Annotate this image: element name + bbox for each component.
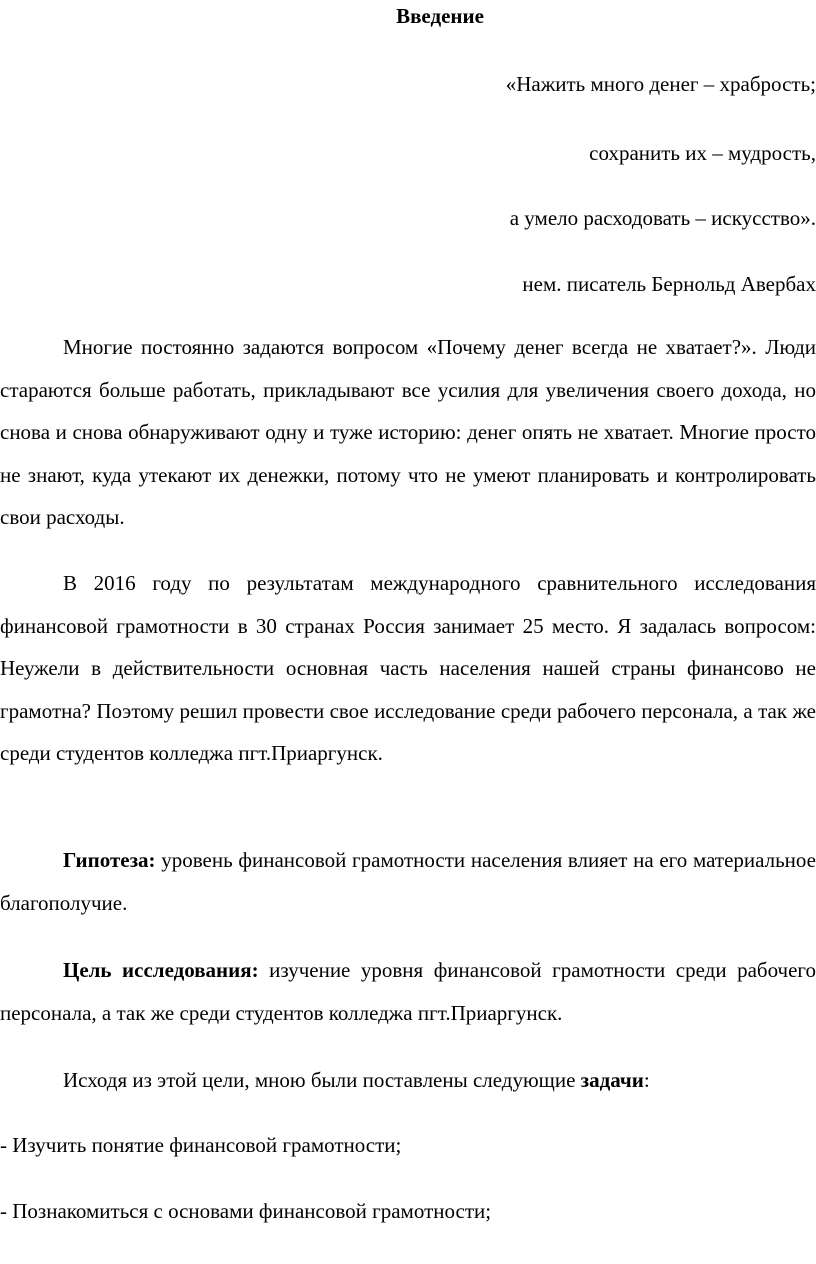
- tasks-intro: [0, 1059, 816, 1102]
- goal-label: Цель исследования:: [63, 958, 259, 982]
- epigraph-line-2: сохранить их – мудрость,: [589, 141, 816, 165]
- task-item-2: - Познакомиться с основами финансовой грамотности;: [0, 1199, 492, 1223]
- tasks-intro-colon: :: [643, 1068, 650, 1092]
- paragraph-1: Многие постоянно задаются вопросом «Почему денег всегда не хватает?». Люди стараются больше работать, прикладывают все усилия для увеличения своего дохода, но снова и снова обнаруживают одну и туже историю: денег опять не хватает. Многие просто не знают, куда утекают их денежки, потому что не умеют планировать и контролировать свои расходы.: [0, 335, 816, 530]
- paragraph-2: В 2016 году по результатам международного сравнительного исследования финансовой грамотности в 30 странах Россия занимает 25 место. Я задалась вопросом: Неужели в действительности основная часть населения нашей страны финансово не грамотна? Поэтому решил провести свое исследование среди рабочего персонала, а так же среди студентов колледжа пгт.Приаргунск.: [0, 571, 816, 766]
- epigraph-author: нем. писатель Бернольд Авербах: [522, 272, 816, 296]
- goal-paragraph: [0, 949, 816, 1034]
- goal-text: изучение уровня финансовой грамотности среди рабочего персонала, а так же среди студентов колледжа пгт.Приаргунск.: [0, 958, 816, 1025]
- document-title: Введение: [396, 4, 484, 28]
- hypothesis-label: Гипотеза:: [63, 848, 156, 872]
- tasks-intro-text: Исходя из этой цели, мною были поставлены следующие: [63, 1068, 581, 1092]
- epigraph-line-3: а умело расходовать – искусство».: [509, 206, 816, 230]
- task-item-1: - Изучить понятие финансовой грамотности;: [0, 1133, 402, 1157]
- hypothesis-paragraph: [0, 839, 816, 924]
- epigraph-line-1: «Нажить много денег – храбрость;: [505, 72, 816, 96]
- hypothesis-text: уровень финансовой грамотности населения влияет на его материальное благополучие.: [0, 848, 816, 915]
- tasks-label: задачи: [580, 1068, 644, 1092]
